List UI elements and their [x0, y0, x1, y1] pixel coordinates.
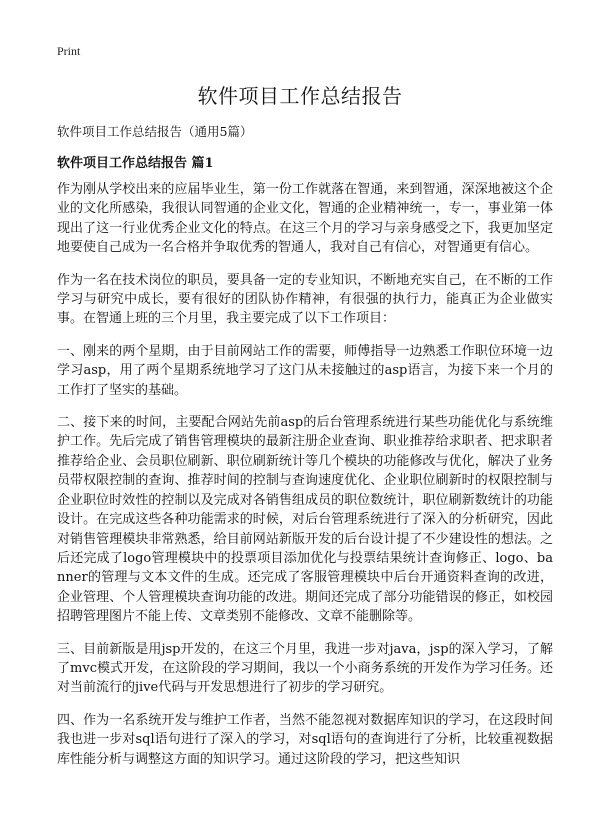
section-heading: 软件项目工作总结报告 篇1	[57, 156, 214, 171]
print-link[interactable]: Print	[57, 44, 81, 58]
document-title: 软件项目工作总结报告	[197, 84, 403, 108]
paragraph-item-4: 四、作为一名系统开发与维护工作者，当然不能忽视对数据库知识的学习，在这段时间我也进一步对sql语句进行了深入的学习，对sql语句的查询进行了分析，比较重视数据库性能分析与调整这方面的知识学习。通过这阶段的学习，把这些知识	[57, 712, 553, 767]
document-subtitle: 软件项目工作总结报告（通用5篇）	[57, 124, 253, 139]
document-body	[57, 180, 553, 782]
paragraph-item-1: 一、刚来的两个星期，由于目前网站工作的需要，师傅指导一边熟悉工作职位环境一边学习asp，用了两个星期系统地学习了这门从未接触过的asp语言，为接下来一个月的工作打了坚实的基础。	[57, 343, 553, 398]
paragraph-role: 作为一名在技术岗位的职员，要具备一定的专业知识，不断地充实自己，在不断的工作学习与研究中成长，要有很好的团队协作精神，有很强的执行力，能真正为企业做实事。在智通上班的三个月里，我主要完成了以下工作项目：	[57, 272, 553, 327]
paragraph-item-2: 二、接下来的时间，主要配合网站先前asp的后台管理系统进行某些功能优化与系统维护工作。先后完成了销售管理模块的最新注册企业查询、职业推荐给求职者、把求职者推荐给企业、会员职位刷新、职位刷新统计等几个模块的功能修改与优化，解决了业务员带权限控制的查询、推荐时间的控制与查询速度优化、企业职位刷新时的权限控制与企业职位时效性的控制以及完成对各销售组成员的职位数统计，职位刷新数统计的功能设计。在完成这些各种功能需求的时候，对后台管理系统进行了深入的分析研究，因此对销售管理模块非常熟悉，给目前网站新版开发的后台设计提了不少建设性的想法。之后还完成了logo管理模块中的投票项目添加优化与投票结果统计查询修正、logo、banner的管理与文本文件的生成。还完成了客服管理模块中后台开通资料查询的改进，企业管理、个人管理模块查询功能的改进。期间还完成了部分功能错误的修正，如校园招聘管理图片不能上传、文章类别不能修改、文章不能删除等。	[57, 415, 553, 625]
paragraph-intro: 作为刚从学校出来的应届毕业生，第一份工作就落在智通，来到智通，深深地被这个企业的文化所感染，我很认同智通的企业文化，智通的企业精神统一，专一，事业第一体现出了这一行业优秀企业文化的特点。在这三个月的学习与亲身感受之下，我更加坚定地要使自己成为一名合格并争取优秀的智通人，我对自己有信心，对智通更有信心。	[57, 182, 553, 256]
paragraph-item-3: 三、目前新版是用jsp开发的，在这三个月里，我进一步对java，jsp的深入学习，了解了mvc模式开发，在这阶段的学习期间，我以一个小商务系统的开发作为学习任务。还对当前流行的jive代码与开发思想进行了初步的学习研究。	[57, 641, 553, 696]
